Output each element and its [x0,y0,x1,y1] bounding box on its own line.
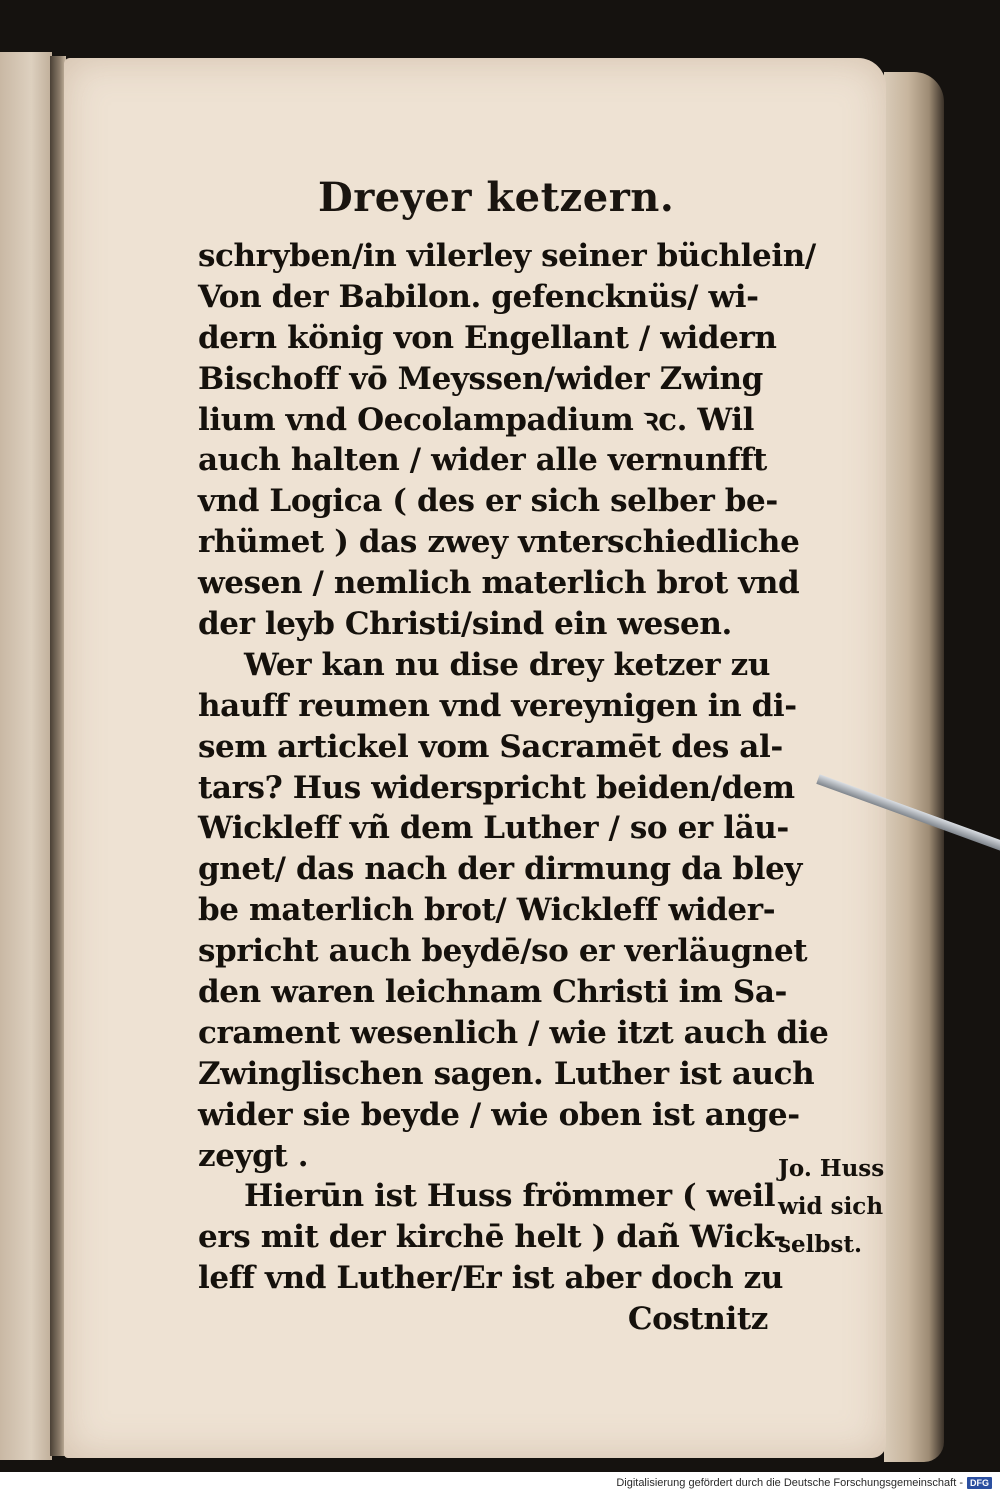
text-line: Wickleff vñ dem Luther / so er läu- [198,810,789,847]
footer-bar [0,1472,1000,1493]
text-line: rhümet ) das zwey vnterschiedliche [198,524,800,561]
text-line: vnd Logica ( des er sich selber be- [198,483,778,520]
text-line: den waren leichnam Christi im Sa- [198,974,787,1011]
text-line: Wer kan nu dise drey ketzer zu [244,646,770,683]
text-line: der leyb Christi/sind ein wesen. [198,606,732,643]
text-line: ers mit der kirchē helt ) dañ Wick- [198,1219,786,1256]
text-line: tars? Hus widerspricht beiden/dem [198,769,795,806]
text-line: Von der Babilon. gefencknüs/ wi- [198,278,759,315]
margin-note-line: Jo. Huss [778,1155,885,1182]
text-line: hauff reumen vnd vereynigen in di- [198,687,797,724]
dfg-logo-icon: DFG [967,1477,992,1489]
text-line: wesen / nemlich materlich brot vnd [198,565,800,602]
text-line: leff vnd Luther/Er ist aber doch zu [198,1260,783,1297]
text-line: spricht auch beydē/so er verläugnet [198,933,808,970]
text-line: wider sie beyde / wie oben ist ange- [198,1096,800,1133]
text-line: gnet/ das nach der dirmung da bley [198,851,803,888]
text-line: schryben/in vilerley seiner büchlein/ [198,238,816,274]
text-line: Bischoff vō Meyssen/wider Zwing [198,360,763,397]
margin-note-line: selbst. [778,1231,862,1258]
left-page-edge [0,52,52,1460]
running-header: Dreyer ketzern. [318,174,675,221]
funding-credit: Digitalisierung gefördert durch die Deutsche Forschungsgemeinschaft - [616,1476,963,1489]
text-line: sem artickel vom Sacramēt des al- [198,728,783,765]
text-line: auch halten / wider alle vernunfft [198,442,767,479]
text-line: dern könig von Engellant / widern [198,319,777,356]
text-line: Zwinglischen sagen. Luther ist auch [198,1055,815,1092]
text-line: crament wesenlich / wie itzt auch die [198,1014,829,1051]
text-line: lium vnd Oecolampadium ꝛc. Wil [198,401,754,438]
text-line: zeygt . [198,1137,309,1174]
text-line: Hierūn ist Huss frömmer ( weil [244,1178,776,1215]
page-edge-stack [884,72,944,1462]
catchword: Costnitz [627,1301,768,1338]
margin-note-line: wid sich [778,1193,884,1220]
margin-note [778,1150,884,1264]
text-line: be materlich brot/ Wickleff wider- [198,892,776,929]
